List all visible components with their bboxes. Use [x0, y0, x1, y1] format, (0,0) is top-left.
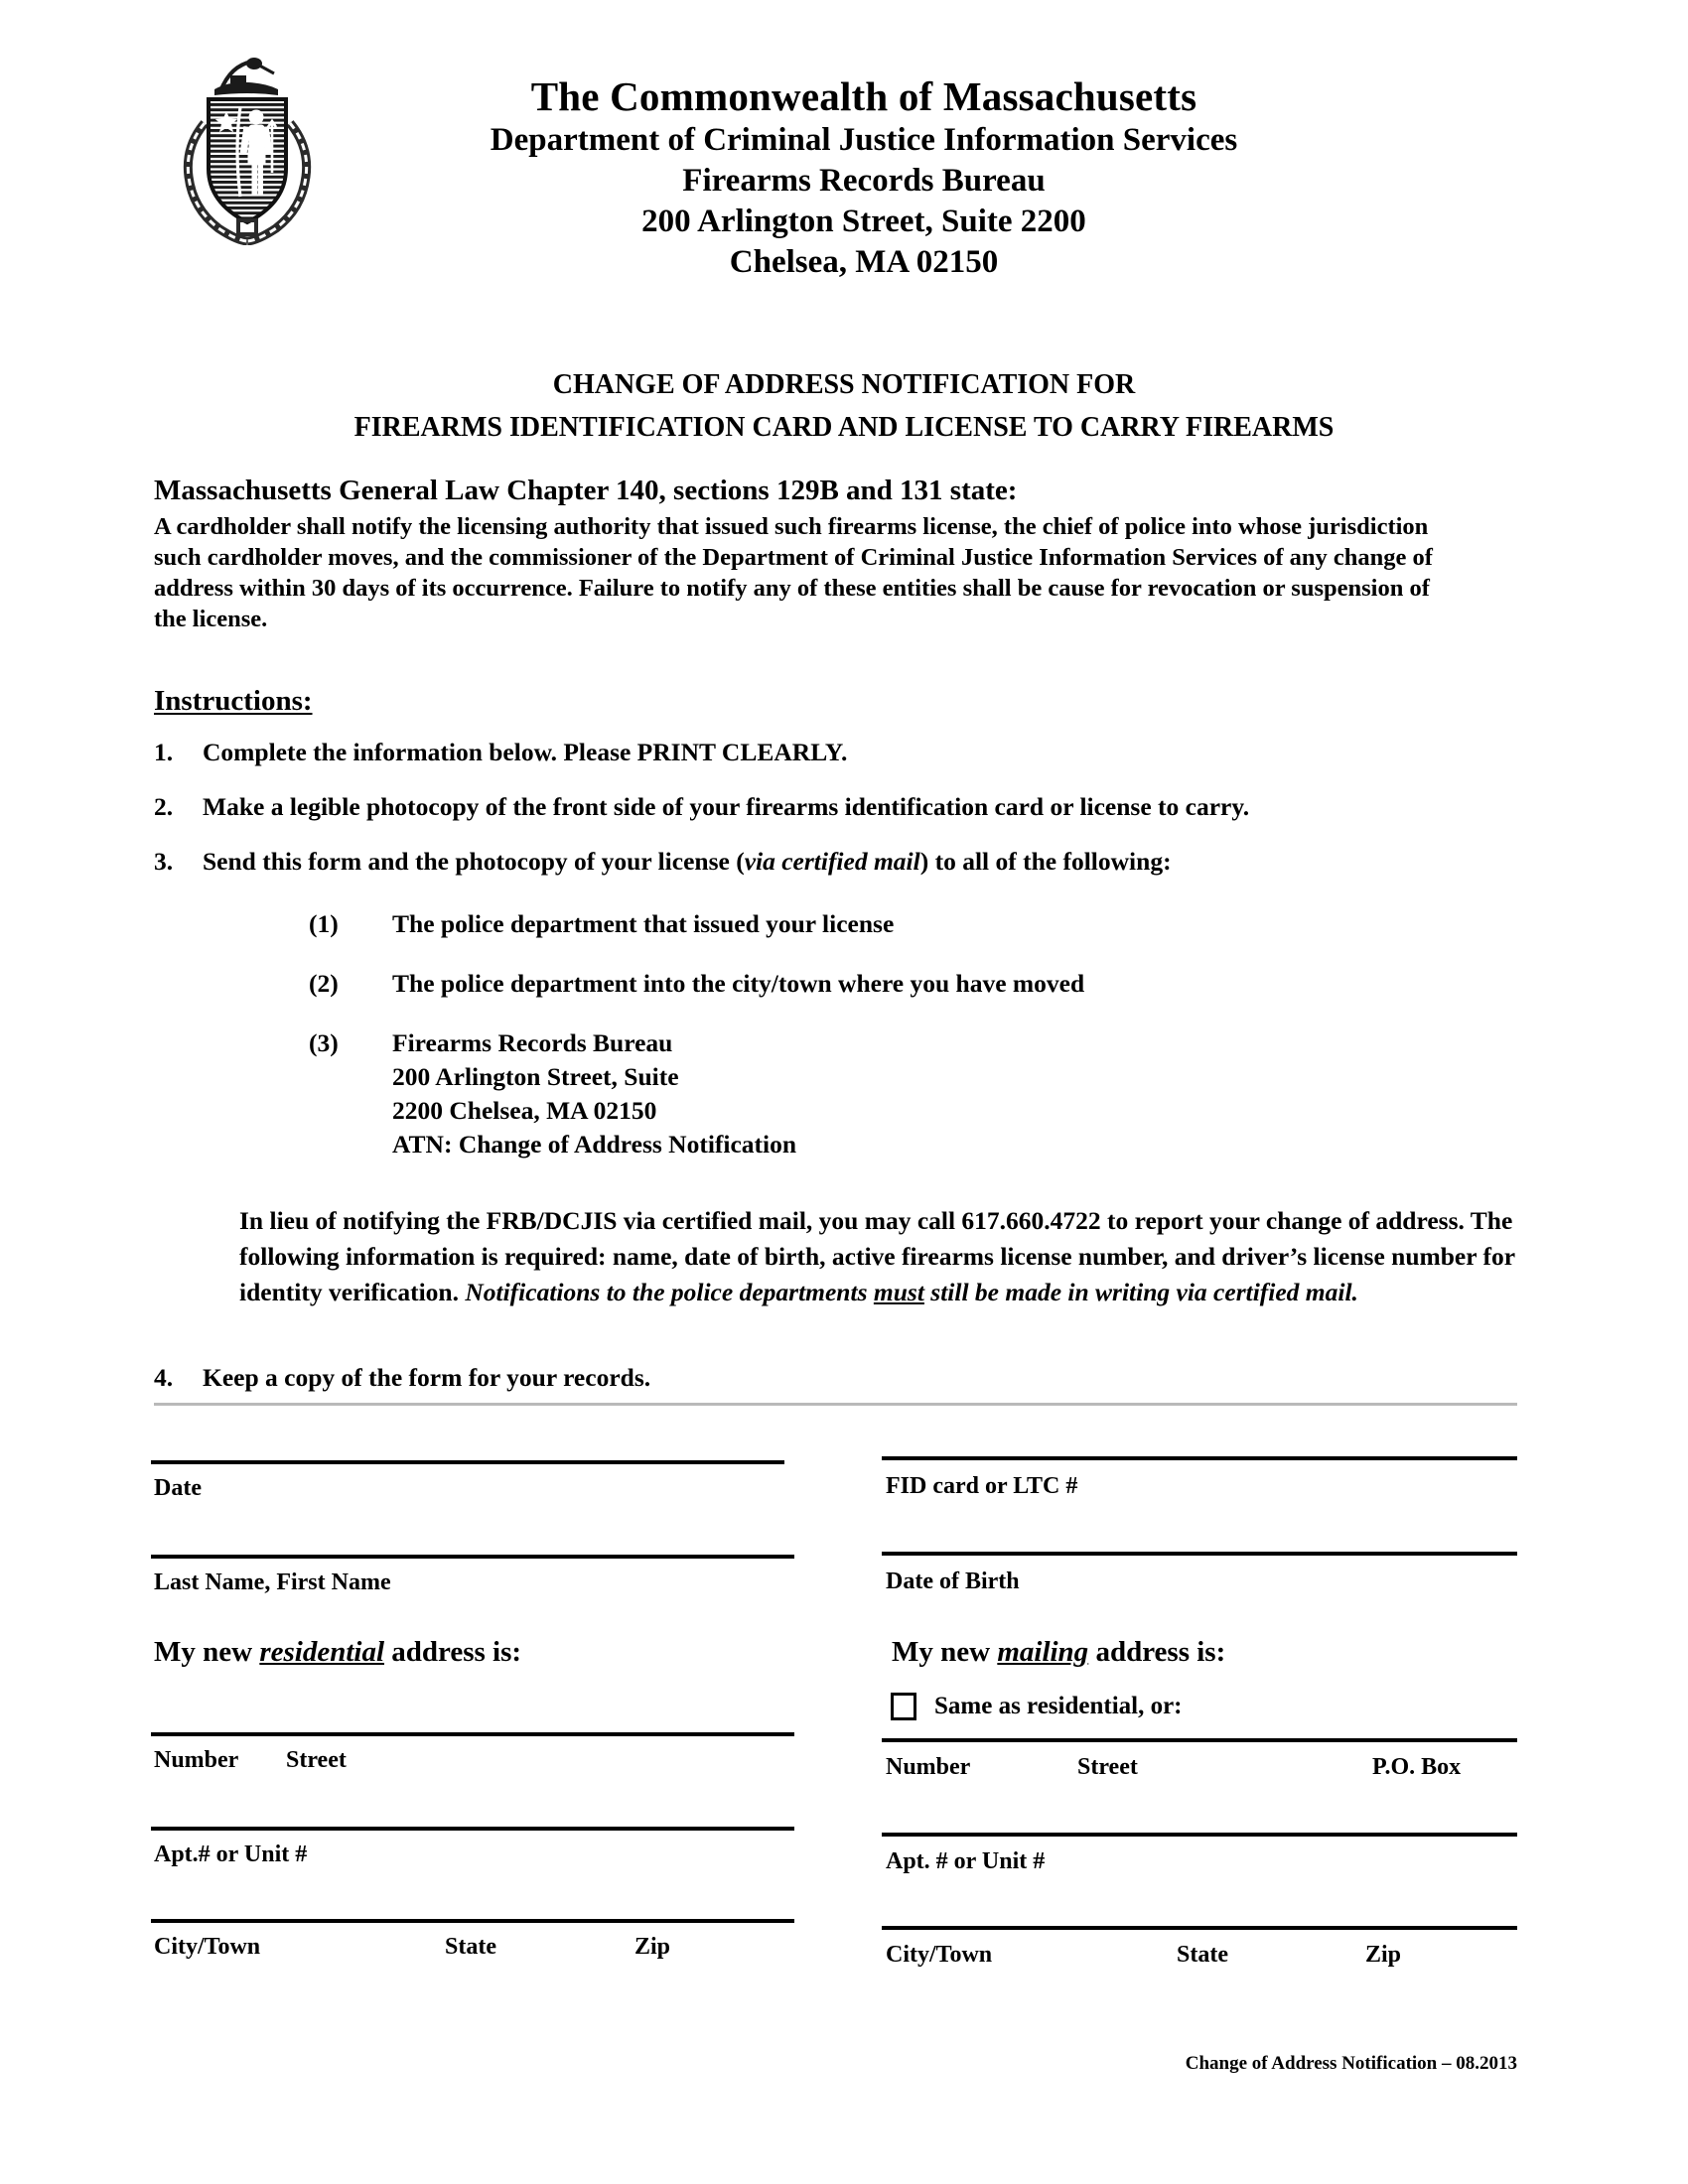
residential-city-label: City/Town [154, 1934, 261, 1960]
law-citation-heading: Massachusetts General Law Chapter 140, sections 129B and 131 state: [154, 475, 1018, 506]
residential-apt-input[interactable] [151, 1827, 794, 1831]
agency-city-line: Chelsea, MA 02150 [729, 244, 999, 280]
mailing-street-input[interactable] [882, 1738, 1517, 1742]
mailing-heading-after: address is: [1088, 1636, 1226, 1668]
instruction-number-3: 3. [154, 847, 174, 876]
frb-street-line: 200 Arlington Street, Suite [392, 1062, 679, 1091]
instructions-heading: Instructions: [154, 685, 313, 717]
mailing-apt-input[interactable] [882, 1833, 1517, 1837]
police-notice-must-emphasis: must [873, 1278, 924, 1306]
dob-label: Date of Birth [886, 1569, 1020, 1594]
instruction-text-3-italic: via certified mail [744, 847, 920, 876]
mailing-recipient-text-2: The police department into the city/town where you have moved [392, 969, 1085, 998]
mailing-recipient-number-3: (3) [309, 1028, 339, 1057]
fid-ltc-input[interactable] [882, 1456, 1517, 1460]
residential-heading-before: My new [154, 1636, 260, 1668]
residential-state-label: State [445, 1934, 496, 1960]
police-notice-italic-tail: still be made in writing via certified mail. [923, 1278, 1358, 1306]
residential-heading-emphasis: residential [259, 1636, 384, 1668]
law-citation-body: A cardholder shall notify the licensing authority that issued such firearms license, the chief of police into whose jurisdiction such cardholder moves, and the commissioner of the Department of Criminal Justice Information Services of any change of address within 30 days of its occurrence. Failure to notify any of these entities shall be cause for revocation or suspension of the license. [154, 513, 1433, 632]
mailing-heading-emphasis: mailing [997, 1636, 1089, 1668]
page-title-line-1: CHANGE OF ADDRESS NOTIFICATION FOR [552, 369, 1136, 400]
instruction-text-3-before: Send this form and the photocopy of your license ( [203, 847, 745, 876]
document-footer [0, 2053, 1517, 2075]
name-input[interactable] [151, 1555, 794, 1559]
residential-heading-after: address is: [384, 1636, 522, 1668]
agency-department-line: Department of Criminal Justice Information Services [490, 122, 1238, 158]
mailing-recipient-number-1: (1) [309, 909, 339, 938]
frb-name-line: Firearms Records Bureau [392, 1028, 673, 1057]
mailing-zip-label: Zip [1365, 1942, 1402, 1968]
footer-revision-text: Change of Address Notification – 08.2013 [1185, 2053, 1517, 2074]
instruction-number-4: 4. [154, 1363, 174, 1392]
agency-commonwealth-line: The Commonwealth of Massachusetts [530, 73, 1197, 119]
residential-zip-label: Zip [634, 1934, 671, 1960]
agency-street-line: 200 Arlington Street, Suite 2200 [641, 204, 1086, 239]
residential-apt-label: Apt.# or Unit # [154, 1842, 308, 1867]
page-title-line-2: FIREARMS IDENTIFICATION CARD AND LICENSE TO CARRY FIREARMS [353, 412, 1335, 443]
mailing-pobox-label: P.O. Box [1372, 1754, 1462, 1780]
residential-number-label: Number [154, 1747, 239, 1773]
name-label: Last Name, First Name [154, 1570, 391, 1595]
date-label: Date [154, 1475, 202, 1501]
agency-bureau-line: Firearms Records Bureau [682, 163, 1046, 199]
mailing-city-label: City/Town [886, 1942, 993, 1968]
mailing-state-label: State [1177, 1942, 1228, 1968]
residential-street-input[interactable] [151, 1732, 794, 1736]
police-notice-italic-lead: Notifications to the police departments [465, 1278, 874, 1306]
date-input[interactable] [151, 1460, 784, 1464]
mailing-recipient-text-1: The police department that issued your license [392, 909, 895, 938]
mailing-apt-label: Apt. # or Unit # [886, 1848, 1046, 1874]
mailing-city-input[interactable] [882, 1926, 1517, 1930]
residential-city-input[interactable] [151, 1919, 794, 1923]
mailing-street-label: Street [1077, 1754, 1138, 1780]
instruction-text-1: Complete the information below. Please PRINT CLEARLY. [203, 738, 848, 766]
instruction-number-2: 2. [154, 792, 174, 821]
residential-street-label: Street [286, 1747, 347, 1773]
same-as-residential-label: Same as residential, or: [934, 1693, 1183, 1719]
instruction-text-4: Keep a copy of the form for your records. [203, 1363, 651, 1392]
fid-ltc-label: FID card or LTC # [886, 1473, 1078, 1499]
mailing-address-heading [892, 1636, 1225, 1669]
frb-attention-line: ATN: Change of Address Notification [392, 1130, 797, 1159]
mailing-number-label: Number [886, 1754, 971, 1780]
phone-notification-text: In lieu of notifying the FRB/DCJIS via certified mail, you may call 617.660.4722 to report your change of address. The following information is required: name, date of birth, active firearms license number, and driver’s license number for identity verification. [239, 1206, 1515, 1306]
frb-city-line: 2200 Chelsea, MA 02150 [392, 1096, 657, 1125]
residential-address-heading [154, 1636, 521, 1669]
same-as-residential-checkbox[interactable] [891, 1693, 916, 1720]
instruction-number-1: 1. [154, 738, 174, 766]
mailing-heading-before: My new [892, 1636, 998, 1668]
mailing-recipient-number-2: (2) [309, 969, 339, 998]
dob-input[interactable] [882, 1552, 1517, 1556]
instruction-text-2: Make a legible photocopy of the front side of your firearms identification card or license to carry. [203, 792, 1250, 821]
instruction-text-3-after: ) to all of the following: [919, 847, 1172, 876]
